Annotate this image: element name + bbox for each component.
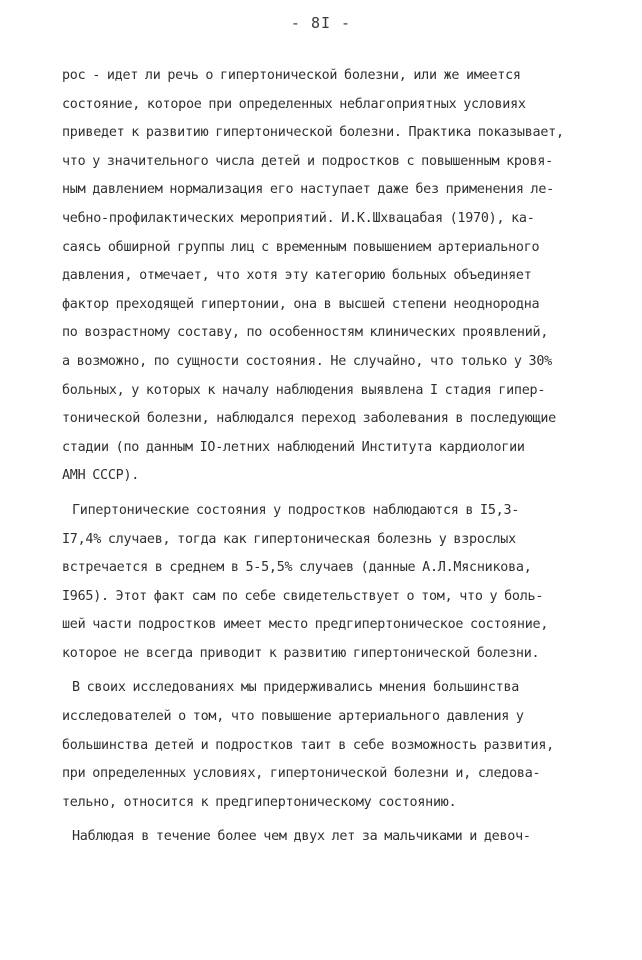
text-line: большинства детей и подростков таит в себе возможность развития,	[62, 737, 554, 753]
text-line: стадии (по данным IO-летних наблюдений Института кардиологии	[62, 439, 525, 455]
text-line: шей части подростков имеет место предгипертоническое состояние,	[62, 617, 549, 633]
text-line: тельно, относится к предгипертоническому состоянию.	[62, 794, 457, 810]
page-number: - 8I -	[290, 14, 352, 32]
text-line: а возможно, по сущности состояния. Не случайно, что только у 30%	[62, 353, 552, 369]
text-line: больных, у которых к началу наблюдения выявлена I стадия гипер-	[62, 382, 546, 398]
text-line: Гипертонические состояния у подростков наблюдаются в I5,3-	[72, 502, 520, 518]
text-line: которое не всегда приводит к развитию гипертонической болезни.	[62, 645, 540, 661]
text-line: чебно-профилактических мероприятий. И.К.Шхвацабая (1970), ка-	[62, 210, 535, 226]
paragraph-4	[62, 823, 602, 852]
text-line: приведет к развитию гипертонической болезни. Практика показывает,	[62, 125, 564, 141]
text-line: при определенных условиях, гипертонической болезни и, следова-	[62, 766, 541, 782]
text-line: давления, отмечает, что хотя эту категорию больных объединяет	[62, 268, 532, 284]
text-line: тонической болезни, наблюдался переход заболевания в последующие	[62, 411, 556, 427]
text-line: фактор преходящей гипертонии, она в высшей степени неоднородна	[62, 296, 540, 312]
text-line: АМН СССР).	[62, 468, 140, 484]
body-text	[62, 62, 602, 852]
paragraph-2	[62, 497, 602, 669]
text-line: I965). Этот факт сам по себе свидетельствует о том, что у боль-	[62, 588, 544, 604]
text-line: встречается в среднем в 5-5,5% случаев (данные А.Л.Мясникова,	[62, 560, 532, 576]
text-line: В своих исследованиях мы придерживались мнения большинства	[72, 680, 520, 696]
text-line: ным давлением нормализация его наступает даже без применения ле-	[62, 182, 554, 198]
text-line: исследователей о том, что повышение артериального давления у	[62, 709, 524, 725]
text-line: Наблюдая в течение более чем двух лет за мальчиками и девоч-	[72, 829, 531, 845]
text-line: состояние, которое при определенных неблагоприятных условиях	[62, 96, 526, 112]
paragraph-1	[62, 62, 602, 491]
text-line: саясь обширной группы лиц с временным повышением артериального	[62, 239, 540, 255]
paragraph-3	[62, 674, 602, 817]
text-line: по возрастному составу, по особенностям клинических проявлений,	[62, 325, 549, 341]
text-line: что у значительного числа детей и подростков с повышенным кровя-	[62, 153, 553, 169]
text-line: рос - идет ли речь о гипертонической болезни, или же имеется	[62, 68, 521, 83]
text-line: I7,4% случаев, тогда как гипертоническая болезнь у взрослых	[62, 531, 516, 547]
